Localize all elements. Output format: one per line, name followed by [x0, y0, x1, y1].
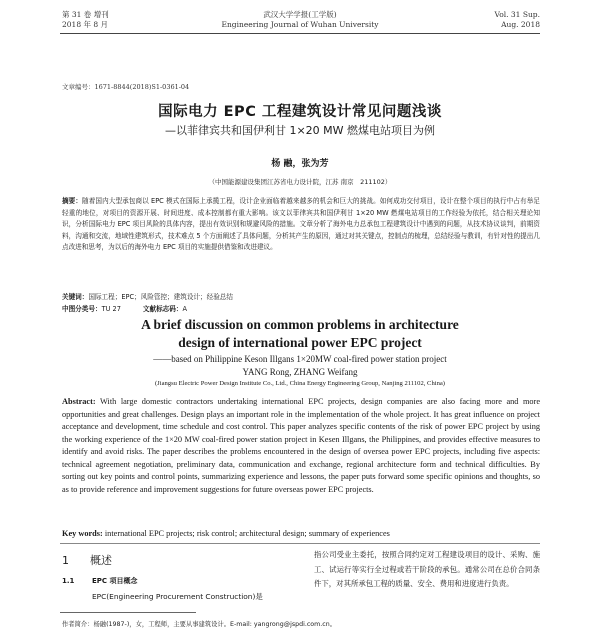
issue-date: 2018 年 8 月 [62, 20, 109, 29]
article-number: 文章编号：1671-8844(2018)S1-0361-04 [62, 83, 190, 91]
section-title: 概述 [90, 554, 112, 567]
authors-en: YANG Rong, ZHANG Weifang [242, 367, 358, 377]
section-heading [62, 552, 112, 568]
title-cn: 国际电力 EPC 工程建筑设计常见问题浅谈 [158, 104, 442, 120]
abstract-cn-text: 随着国内大型承包商以 EPC 模式在国际上承揽工程，设计企业面临着越来越多的机会和巨大的挑战。如何成功交付项目，设计在整个项目的执行中占有举足轻重的地位，对项目的资源开展、时间进度、成本控制都有重大影响。该文以菲律宾共和国伊利甘 1×20 MW 燃煤电站项目的工作经验为依托，结合相关理论知识，分析国际电力 EPC 项目风险的具体内容，提出有效识别和规避风险的措施。文章分析了海外电力总承包工程建筑设计中遇到的问题，从技术协议谈判，前期资料，沟通和交流，地域性建筑形式，技术难点 5 个方面阐述了具体问题，分析其产生的原因，通过对其关键点，控制点的梳理，总结经验与教训，有针对性的提出几点改进和思考，为以后的海外电力 EPC 项目的实施提供借鉴和改进建议。 [62, 197, 541, 252]
title-en [0, 316, 600, 352]
section-number: 1 [62, 554, 69, 567]
doc-code-label: 文献标志码： [142, 305, 183, 313]
keywords-en-text: international EPC projects; risk control; architectural design; summary of experiences [104, 529, 390, 538]
clc-value: TU 27 [101, 305, 121, 313]
issue-date-en: Aug. 2018 [501, 20, 540, 29]
authors-cn: 杨 融，张为芳 [271, 159, 329, 169]
volume-info: 第 31 卷 增刊 [62, 10, 109, 19]
running-header-right [495, 10, 541, 30]
keywords-en [62, 529, 390, 538]
subsection-number: 1.1 [62, 577, 75, 585]
title-en-line2: design of international power EPC project [178, 335, 422, 350]
body-text-right: 指公司受业主委托，按照合同约定对工程建设项目的设计、采购、施工、试运行等实行全过程或若干阶段的承包。通常公司在总价合同条件下，对其所承包工程的质量、安全、费用和进度进行负责。 [314, 550, 540, 589]
abstract-en [62, 396, 540, 496]
header-rule [60, 33, 540, 34]
keywords-cn-label: 关键词： [62, 293, 89, 301]
separator-rule [60, 543, 540, 544]
abstract-cn-label: 摘要： [62, 197, 83, 205]
author-footnote: 作者简介：杨融(1987-)，女，工程师，主要从事建筑设计。E-mail: yangrong@jspdi.com.cn。 [62, 621, 337, 628]
classification-cn [62, 303, 187, 313]
subtitle-en: ——based on Philippine Keson Illgans 1×20MW coal-fired power station project [153, 354, 447, 364]
keywords-cn [62, 291, 233, 301]
keywords-en-label: Key words: [62, 529, 103, 538]
subtitle-cn: —以菲律宾共和国伊利甘 1×20 MW 燃煤电站项目为例 [164, 124, 436, 137]
subsection-heading [62, 576, 138, 586]
abstract-cn [62, 196, 540, 254]
volume-info-en: Vol. 31 Sup. [494, 10, 540, 19]
affiliation-cn: （中国能源建设集团江苏省电力设计院，江苏 南京 211102） [208, 178, 392, 186]
doc-code-value: A [182, 305, 187, 313]
abstract-en-label: Abstract: [62, 397, 96, 406]
affiliation-en: (Jiangsu Electric Power Design Institute Co., Ltd., China Energy Engineering Group, Nanjing 211102, China) [154, 380, 445, 387]
abstract-en-text: With large domestic contractors undertaking international EPC projects, design companies are also facing more and more opportunities and great challenges. Design plays an important role in the implementation of the whole project. It has great influence on project acceptance and development, time schedule and cost control. This paper analyzes specific contents of the risk of power EPC project by using the working experience of the 1×20 MW coal-fired power station project in Kesen Illgans, the Philippines, and provides effective measures to identify and avoid risks. The paper describes the problems encountered in the design of oversea power EPC projects, including five aspects: technical agreement negotiation, preliminary data, communication and exchange, regional architecture form and technical difficulties. By sorting out key points and control points, summarizing experience and lessons, the paper puts forward some specific opinions and thoughts, so as to provide reference and improvement suggestions for future overseas power EPC projects. [62, 397, 540, 494]
journal-name-en: Engineering Journal of Wuhan University [221, 20, 379, 29]
journal-name-cn: 武汉大学学报(工学版) [263, 10, 337, 19]
clc-label: 中图分类号： [62, 305, 102, 313]
footnote-rule [60, 612, 196, 613]
body-text-left: EPC(Engineering Procurement Construction)是 [92, 592, 263, 601]
title-en-line1: A brief discussion on common problems in architecture [141, 317, 459, 332]
keywords-cn-text: 国际工程；EPC；风险管控；建筑设计；经验总结 [88, 293, 233, 301]
subsection-title: EPC 项目概念 [92, 577, 138, 585]
